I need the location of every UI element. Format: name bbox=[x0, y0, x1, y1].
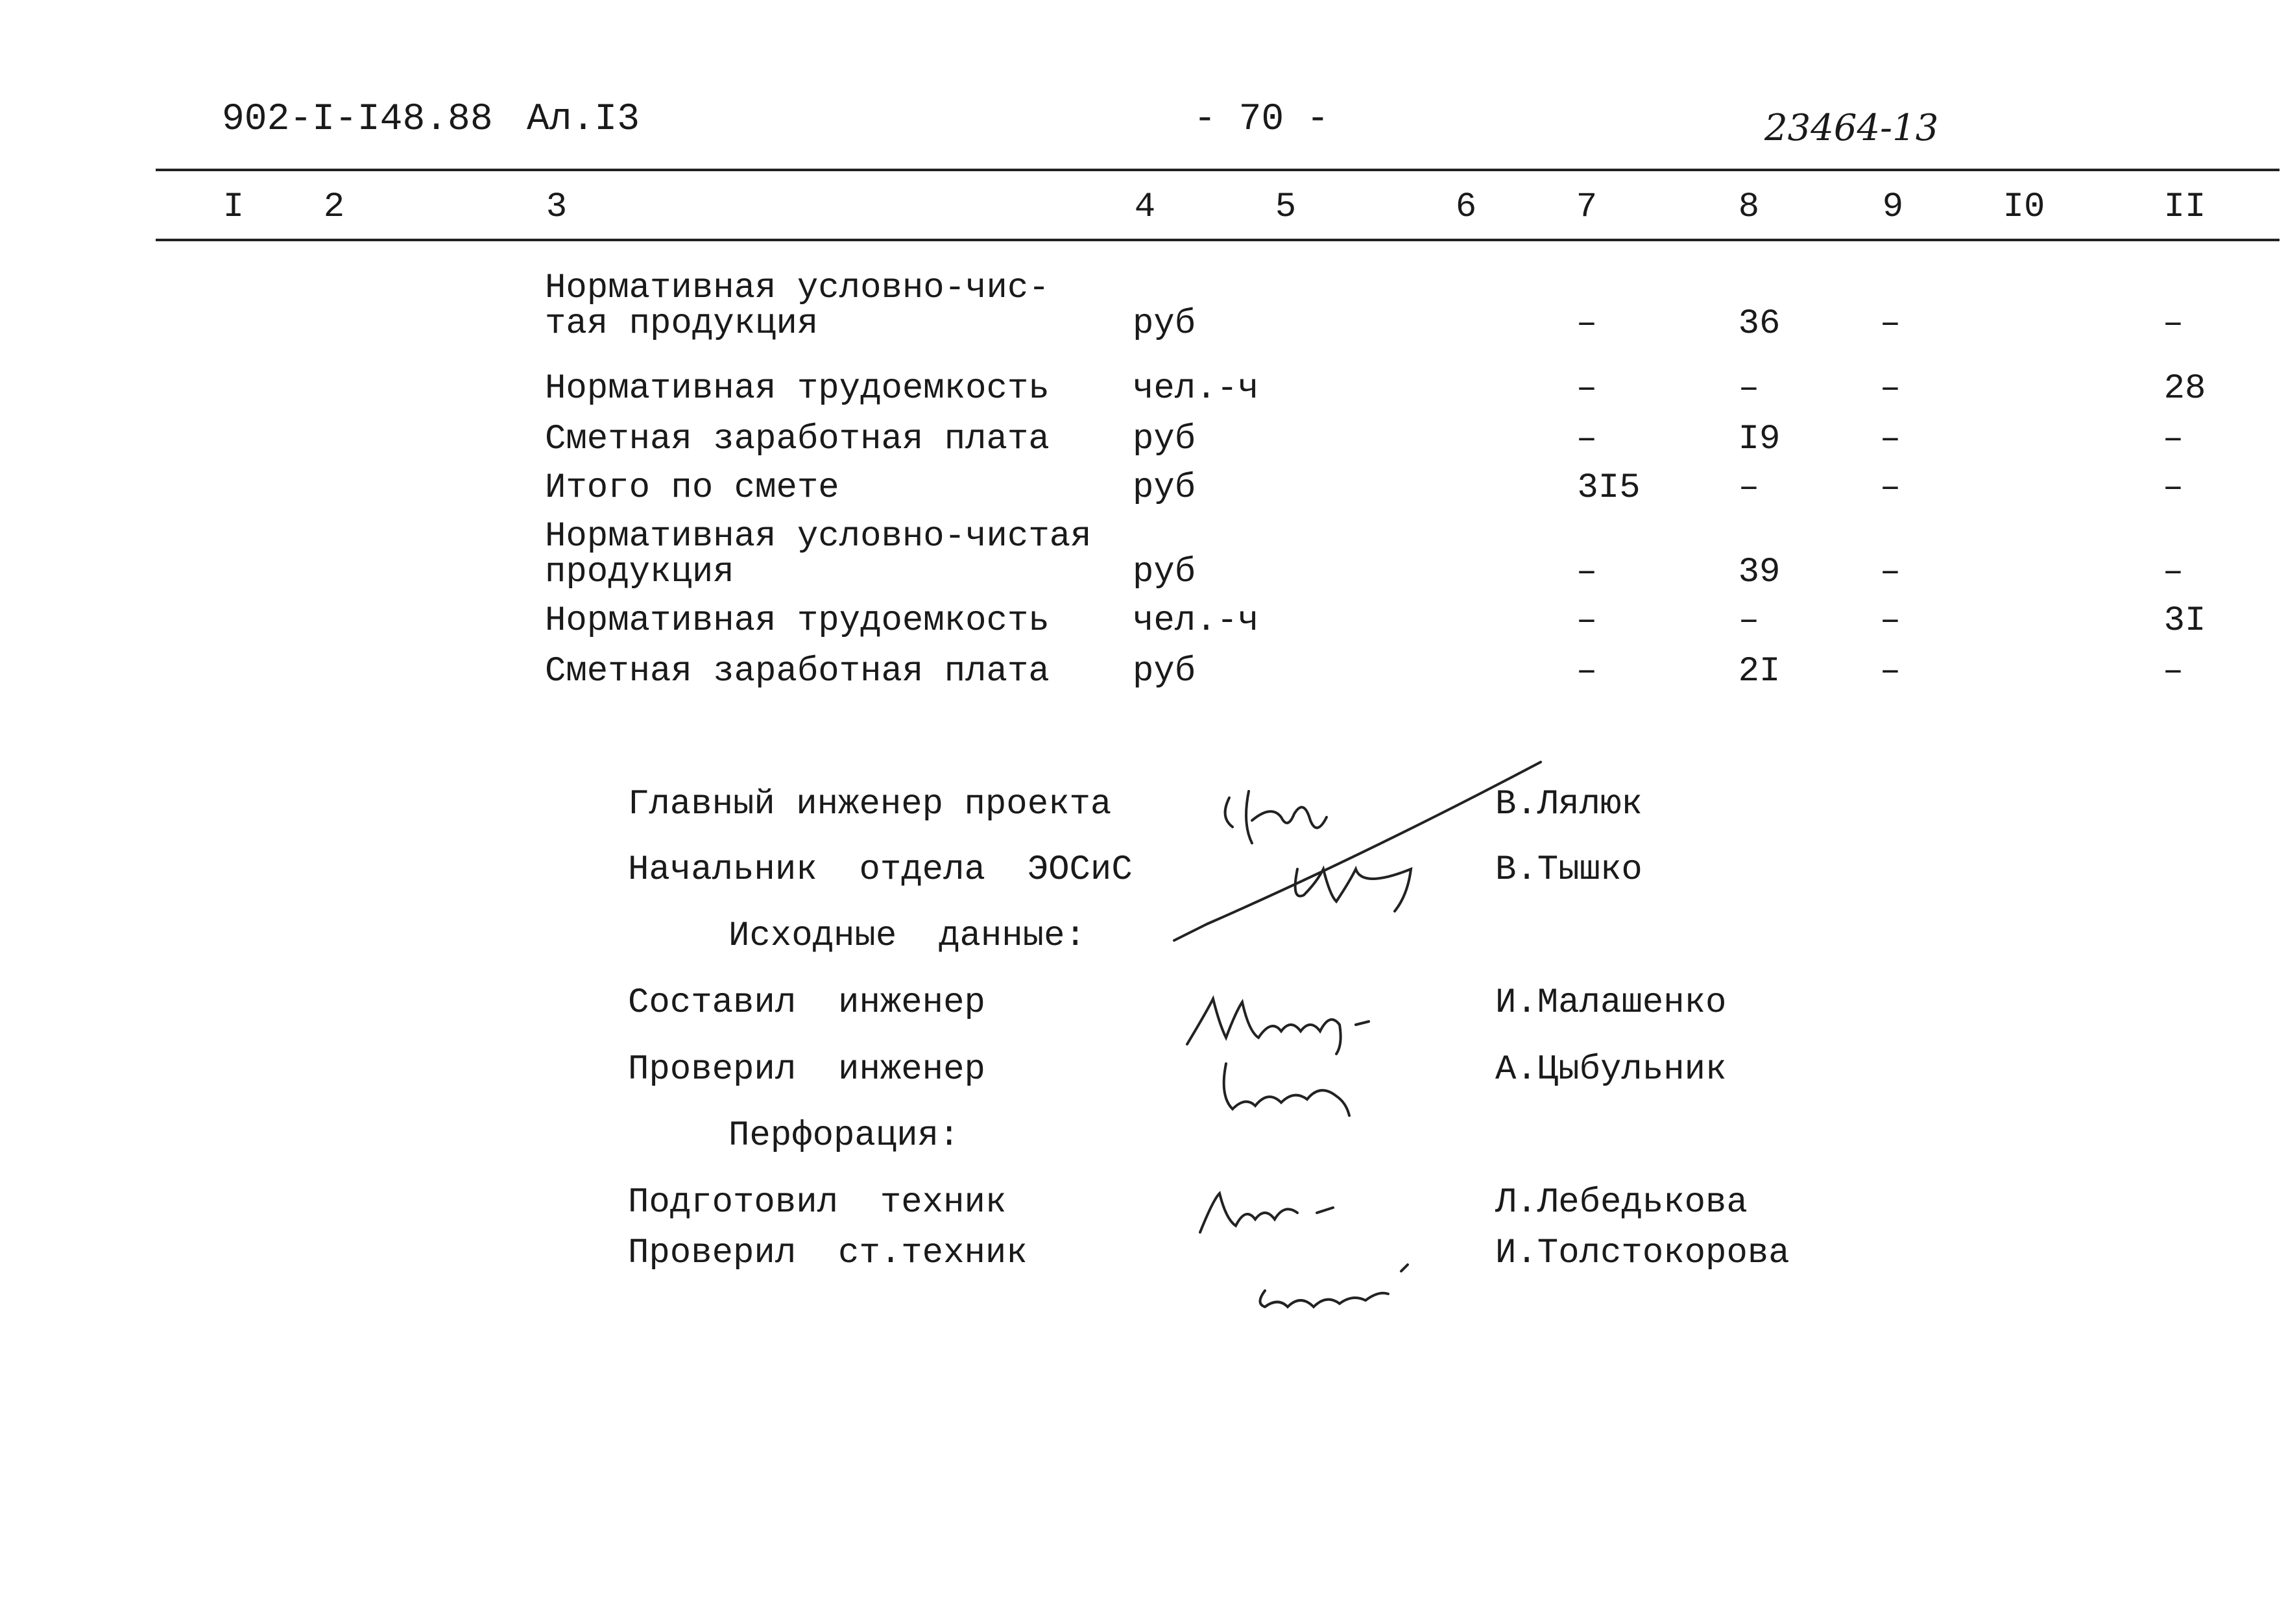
row-unit: руб bbox=[1133, 553, 1196, 592]
row-col9: – bbox=[1879, 553, 1901, 592]
row-col9: – bbox=[1879, 468, 1901, 508]
row-name: Сметная заработная плата bbox=[545, 652, 1050, 691]
row-col8: – bbox=[1738, 468, 1760, 508]
row-col7: – bbox=[1576, 420, 1598, 459]
row-name: Итого по смете bbox=[545, 468, 839, 508]
row-name: Сметная заработная плата bbox=[545, 420, 1050, 459]
row-col7: – bbox=[1576, 553, 1598, 592]
column-number: 9 bbox=[1882, 187, 1904, 227]
row-name: Нормативная условно-чис- bbox=[545, 269, 1050, 308]
row-col11: – bbox=[2162, 304, 2184, 344]
row-col11: 3I bbox=[2163, 601, 2206, 641]
section-heading: Перфорация: bbox=[728, 1116, 960, 1156]
column-number: 7 bbox=[1576, 187, 1598, 227]
column-number: 2 bbox=[323, 187, 345, 227]
row-unit: чел.-ч bbox=[1133, 601, 1259, 641]
row-unit: руб bbox=[1133, 652, 1196, 691]
row-col9: – bbox=[1879, 601, 1901, 641]
column-number: I bbox=[223, 187, 245, 227]
signature-lyalyuk bbox=[1174, 762, 1541, 940]
signature-name: А.Цыбульник bbox=[1495, 1050, 1727, 1090]
signature-name: В.Лялюк bbox=[1495, 785, 1642, 824]
row-col11: – bbox=[2162, 468, 2184, 508]
row-col9: – bbox=[1879, 652, 1901, 691]
row-col7: – bbox=[1576, 652, 1598, 691]
signature-role: Главный инженер проекта bbox=[628, 785, 1112, 824]
section-heading: Исходные данные: bbox=[728, 916, 1086, 956]
signature-role: Проверил инженер bbox=[628, 1050, 985, 1090]
row-col7: – bbox=[1576, 369, 1598, 409]
column-number: 4 bbox=[1134, 187, 1156, 227]
document-code: 902-I-I48.88 bbox=[222, 99, 493, 141]
signature-name: Л.Лебедькова bbox=[1495, 1183, 1748, 1223]
signature-name: В.Тышко bbox=[1495, 850, 1642, 890]
row-col8: 2I bbox=[1738, 652, 1781, 691]
row-col8: – bbox=[1738, 601, 1760, 641]
row-col9: – bbox=[1879, 369, 1901, 409]
row-unit: руб bbox=[1133, 468, 1196, 508]
column-number: 3 bbox=[546, 187, 568, 227]
signature-role: Начальник отдела ЭОСиС bbox=[628, 850, 1133, 890]
row-name: Нормативная условно-чистая bbox=[545, 517, 1092, 556]
signature-role: Проверил ст.техник bbox=[628, 1234, 1028, 1273]
column-number: II bbox=[2163, 187, 2206, 227]
row-col8: I9 bbox=[1738, 420, 1781, 459]
row-unit: чел.-ч bbox=[1133, 369, 1259, 409]
signature-name: И.Малашенко bbox=[1495, 983, 1727, 1023]
row-col11: – bbox=[2162, 652, 2184, 691]
row-unit: руб bbox=[1133, 304, 1196, 344]
signature-name: И.Толстокорова bbox=[1495, 1234, 1790, 1273]
row-col9: – bbox=[1879, 304, 1901, 344]
signature-role: Подготовил техник bbox=[628, 1183, 1007, 1223]
row-col7: – bbox=[1576, 304, 1598, 344]
column-number: I0 bbox=[2003, 187, 2045, 227]
column-number: 8 bbox=[1738, 187, 1760, 227]
row-col11: 28 bbox=[2163, 369, 2206, 409]
row-name: тая продукция bbox=[545, 304, 819, 344]
row-col8: 36 bbox=[1738, 304, 1781, 344]
row-name: Нормативная трудоемкость bbox=[545, 601, 1050, 641]
column-number: 6 bbox=[1455, 187, 1477, 227]
row-col8: 39 bbox=[1738, 553, 1781, 592]
row-col9: – bbox=[1879, 420, 1901, 459]
signature-lebedkova bbox=[1200, 1193, 1408, 1307]
row-col11: – bbox=[2162, 420, 2184, 459]
row-col8: – bbox=[1738, 369, 1760, 409]
signature-malashenko bbox=[1187, 999, 1369, 1116]
row-col7: 3I5 bbox=[1577, 468, 1641, 508]
row-col7: – bbox=[1576, 601, 1598, 641]
row-name: продукция bbox=[545, 553, 734, 592]
row-name: Нормативная трудоемкость bbox=[545, 369, 1050, 409]
sheet-number: Ал.I3 bbox=[527, 99, 640, 141]
page-number: - 70 - bbox=[1194, 99, 1329, 141]
row-unit: руб bbox=[1133, 420, 1196, 459]
signature-role: Составил инженер bbox=[628, 983, 985, 1023]
column-number: 5 bbox=[1275, 187, 1297, 227]
row-col11: – bbox=[2162, 553, 2184, 592]
inventory-number: 23464-13 bbox=[1764, 107, 1939, 149]
